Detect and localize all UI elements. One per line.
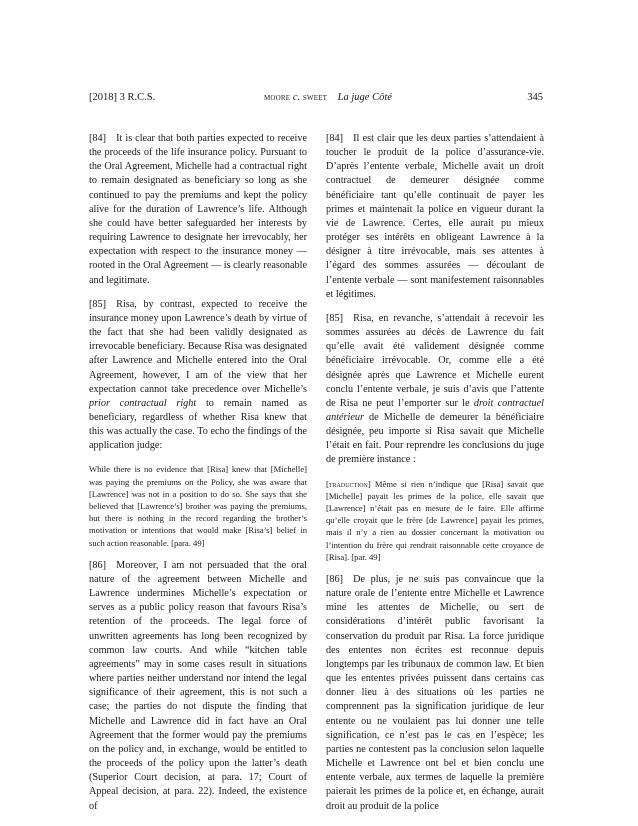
paragraph-84-fr: [84] Il est clair que les deux parties s’attendaient à toucher le produit de la police d’assurance-vie. D’après l’entente verbale, Michelle avait un droit contractuel de demeurer désignée comme bénéficiaire tant qu’elle continuait de payer les primes et maintenait la police en vigueur durant la vie de Lawrence. Certes, elle aurait pu mieux protéger ses intérêts en obligeant Lawrence à la désigner à titre irrévocable, mais ses attentes à l’égard des sommes assurées — découlant de l’entente verbale — sont manifestement raisonnables et légitimes.	[326, 133, 544, 300]
running-header	[89, 92, 543, 106]
quote-en: While there is no evidence that [Risa] knew that [Michelle] was paying the premiums on the Policy, she was aware that [Lawrence] was not in a position to do so. She says that she believed that [Lawrence’s] brother was paying the premiums, but there is nothing in the record regarding the brother’s motivation or intentions that would make [Risa’s] belief in such action reasonable. [para. 49]	[89, 464, 307, 548]
english-column	[89, 132, 307, 824]
paragraph-86-en: [86] Moreover, I am not persuaded that the oral nature of the agreement between Michelle and Lawrence undermines Michelle’s expectation or serves as a public policy reason that favours Risa’s retention of the proceeds. The legal force of unwritten agreements has long been recognized by common law courts. And while “kitchen table agreements” may in some cases result in situations where parties neither understand nor intend the legal significance of their agreement, this is not such a case; the parties do not dispute the finding that Michelle and Lawrence did in fact have an Oral Agreement that the former would pay the premiums on the policy and, in exchange, would be entitled to the proceeds of the policy upon the latter’s death (Superior Court decision, at para. 17; Court of Appeal decision, at para. 22). Indeed, the existence of	[89, 559, 307, 812]
party-moore: moore	[264, 93, 291, 103]
p85-en-part-2: to remain named as beneficiary, regardless of whether Risa knew that this was actually the case. To echo the findings of the application judge:	[89, 397, 307, 452]
p85-fr-part-1: [85] Risa, en revanche, s’attendait à recevoir les sommes assurées au décès de Lawrence du fait qu’elle avait été validement désignée comme bénéficiaire irrévocable. Or, comme elle a été désignée après que Lawrence et Michelle eurent conclu l’entente verbale, je suis d’avis que l’attente de Risa ne peut l’emporter sur le	[326, 312, 544, 409]
paragraph-86-fr: [86] De plus, je ne suis pas convaincue que la nature orale de l’entente entre Michelle et Lawrence mine les attentes de Michelle, ou sert de considérations d’intérêt public favorisant la conservation du produit par Risa. La force juridique des ententes non écrites est reconnue depuis longtemps par les tribunaux de common law. Et bien que les ententes privées puissent dans certains cas donner lieu à des situations où les parties ne comprennent pas la signification juridique de leur entente ou ne voulaient pas lui donner une telle signification, ce n’est pas le cas en l’espèce; les parties ne contestent pas la conclusion selon laquelle Michelle et Lawrence ont bel et bien conclu une entente verbale, aux termes de laquelle la première paierait les primes de la police et, en échange, aurait droit au produit de la police	[326, 574, 544, 812]
party-sweet: sweet	[302, 93, 328, 103]
p85-en-emphasis: prior contractual right	[89, 397, 197, 409]
quote-fr	[326, 478, 544, 563]
report-citation: [2018] 3 R.C.S.	[89, 92, 156, 103]
french-column	[326, 132, 544, 824]
quote-fr-text: Même si rien n’indique que [Risa] savait que [Michelle] payait les primes de la police, elle savait que [Lawrence] n’était pas en mesure de le faire. Elle affirme qu’elle croyait que le frère [de Lawrence] payait les primes, mais il n’y a rien au dossier concernant la motivation ou l’intention du frère qui rendrait raisonnable cette croyance de [Risa]. [par. 49]	[326, 478, 544, 562]
translation-tag: [traduction]	[326, 478, 371, 489]
paragraph-85-en	[89, 298, 307, 454]
paragraph-85-fr	[326, 312, 544, 468]
judge-name: La juge Côté	[337, 92, 392, 103]
versus: c.	[292, 92, 301, 103]
page-number: 345	[527, 92, 543, 103]
case-name	[264, 92, 392, 103]
p85-fr-part-2: de Michelle de demeurer la bénéficiaire désignée, peu importe si Risa savait que Michelle l’était en fait. Pour reprendre les conclusions du juge de première instance :	[326, 411, 544, 466]
p85-en-part-1: [85] Risa, by contrast, expected to receive the insurance money upon Lawrence’s death by virtue of the fact that she had been validly designated as irrevocable beneficiary. Because Risa was designated after Lawrence and Michelle entered into the Oral Agreement, however, I am of the view that her expectation cannot take precedence over Michelle’s	[89, 298, 307, 395]
p85-fr-emphasis: droit contractuel antérieur	[326, 397, 544, 423]
paragraph-84-en: [84] It is clear that both parties expected to receive the proceeds of the life insurance policy. Pursuant to the Oral Agreement, Michelle had a contractual right to remain designated as beneficiary so long as she continued to pay the premiums and kept the policy alive for the duration of Lawrence’s life. Although she could have better safeguarded her interests by requiring Lawrence to designate her irrevocably, her expectation with respect to the insurance money — rooted in the Oral Agreement — is clearly reasonable and legitimate.	[89, 133, 307, 286]
